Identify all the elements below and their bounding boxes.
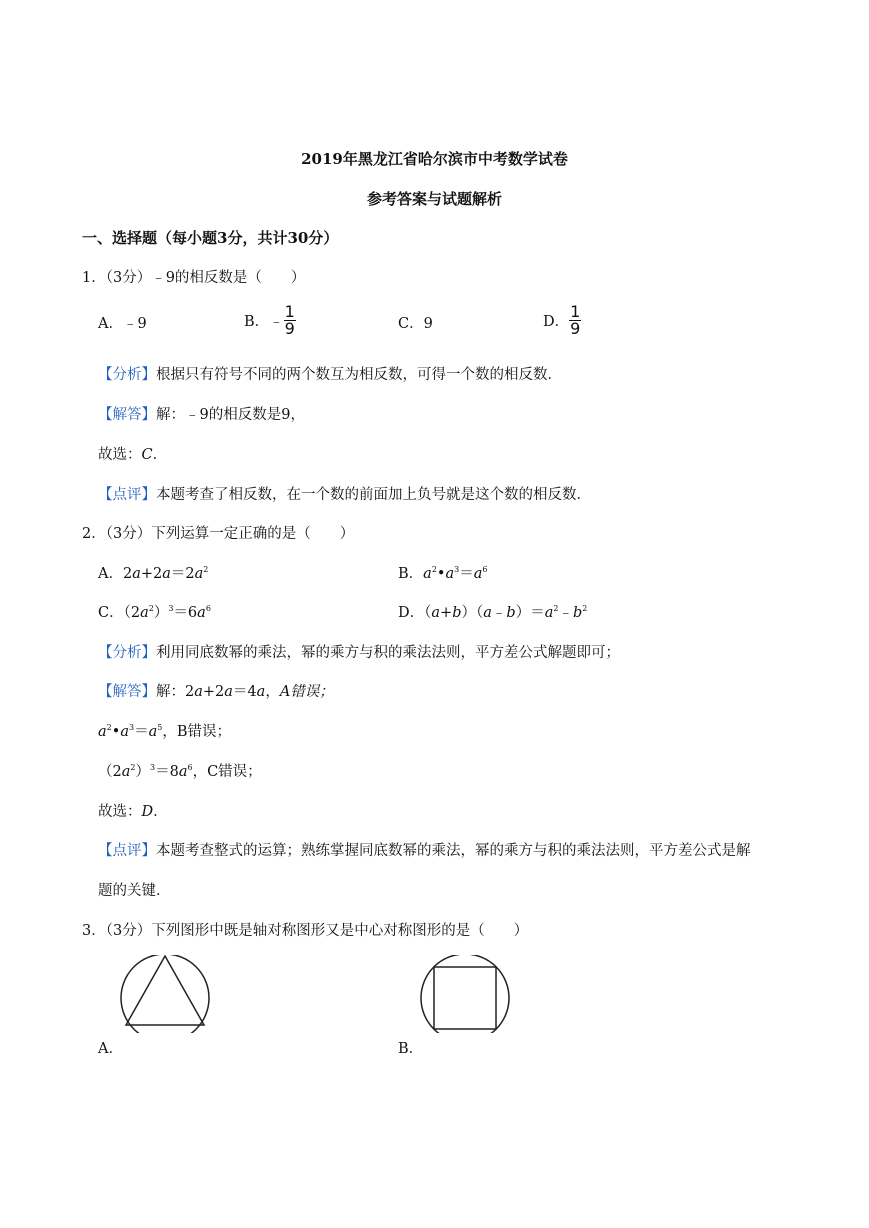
q2-choice-prefix: 故选： bbox=[98, 804, 142, 820]
q1-option-c: C．9 bbox=[398, 316, 433, 332]
q1-analysis bbox=[98, 363, 562, 384]
q2-err-b: B错误； bbox=[176, 724, 231, 740]
q1-option-d-denominator: 9 bbox=[570, 319, 581, 338]
q1-analysis-tag: 【分析】 bbox=[98, 367, 156, 383]
question-2-stem: 2．（3分）下列运算一定正确的是（ ） bbox=[82, 526, 355, 542]
q1-option-b-denominator: 9 bbox=[284, 319, 295, 338]
q2-analysis bbox=[98, 641, 620, 662]
section-heading: 一、选择题（每小题3分，共计30分） bbox=[82, 229, 339, 247]
q2-option-b: B．$a^2•a^3=a^6$ bbox=[398, 565, 488, 582]
question-1-stem: 1．（3分）﹣9的相反数是（ ） bbox=[82, 270, 306, 286]
q1-option-a: A．﹣9 bbox=[98, 316, 147, 332]
q1-comment-text: 本题考查了相反数，在一个数的前面加上负号就是这个数的相反数． bbox=[156, 487, 591, 503]
circle-square-figure bbox=[418, 955, 514, 1033]
q1-choice-letter: C bbox=[141, 447, 153, 463]
circle-triangle-figure bbox=[118, 955, 214, 1033]
q2-option-d: D．$(a+b)(a﹣b)=a^2﹣b^2$ bbox=[398, 604, 588, 621]
q1-option-d-numerator: 1 bbox=[570, 302, 581, 321]
page-title: 2019年黑龙江省哈尔滨市中考数学试卷 bbox=[301, 150, 568, 168]
q1-comment bbox=[98, 483, 591, 504]
q1-answer-tag: 【解答】 bbox=[98, 407, 156, 423]
q1-analysis-text: 根据只有符号不同的两个数互为相反数，可得一个数的相反数． bbox=[156, 367, 562, 383]
q2-err-a: A错误； bbox=[279, 684, 334, 700]
q1-option-d bbox=[543, 304, 581, 337]
q2-err-c: C错误； bbox=[207, 764, 262, 780]
q2-comment-tag: 【点评】 bbox=[98, 843, 156, 859]
q2-option-c-label: C． bbox=[98, 605, 124, 621]
q2-analysis-tag: 【分析】 bbox=[98, 645, 156, 661]
q2-comment bbox=[98, 839, 751, 860]
q2-option-b-label: B． bbox=[398, 566, 424, 582]
q2-analysis-text: 利用同底数幂的乘法，幂的乘方与积的乘法法则，平方差公式解题即可； bbox=[156, 645, 620, 661]
q2-option-d-label: D． bbox=[398, 605, 425, 621]
q1-choice-suffix: ． bbox=[152, 447, 168, 463]
q1-option-b-fraction bbox=[284, 304, 296, 337]
q1-option-d-label: D． bbox=[543, 314, 570, 330]
question-3-stem: 3．（3分）下列图形中既是轴对称图形又是中心对称图形的是（ ） bbox=[82, 923, 529, 939]
q2-answer: 【解答】解：2a+2a＝4a，A错误； bbox=[98, 684, 334, 700]
q2-answer-line-c: $(2a^2)^3=8a^6$，C错误； bbox=[98, 763, 262, 780]
q1-option-b bbox=[244, 304, 296, 337]
q2-choice bbox=[98, 800, 168, 821]
q1-option-b-label: B． bbox=[244, 314, 270, 330]
q1-answer-text: 解：﹣9的相反数是9， bbox=[156, 407, 305, 423]
q1-option-d-fraction bbox=[569, 304, 581, 337]
q1-comment-tag: 【点评】 bbox=[98, 487, 156, 503]
q1-choice-prefix: 故选： bbox=[98, 447, 142, 463]
q2-answer-tag: 【解答】 bbox=[98, 684, 156, 700]
q2-comment-text-2: 题的关键． bbox=[98, 883, 171, 899]
page-subtitle: 参考答案与试题解析 bbox=[366, 190, 502, 208]
q1-choice bbox=[98, 443, 167, 464]
q3-option-b: B． bbox=[398, 1041, 424, 1057]
q2-option-a: A．$2a+2a=2a^2$ bbox=[98, 565, 209, 582]
q2-answer-line-b: $a^2•a^3=a^5$，B错误； bbox=[98, 723, 231, 740]
q1-option-b-numerator: 1 bbox=[284, 302, 295, 321]
q2-choice-suffix: ． bbox=[153, 804, 168, 820]
q1-answer bbox=[98, 403, 305, 424]
q2-option-a-label: A． bbox=[98, 566, 123, 582]
q2-answer-prefix: 解： bbox=[156, 684, 185, 700]
q3-option-a: A． bbox=[98, 1041, 123, 1057]
q1-option-b-sign: ﹣ bbox=[269, 314, 284, 330]
q2-comment-text-1: 本题考查整式的运算；熟练掌握同底数幂的乘法，幂的乘方与积的乘法法则，平方差公式是解 bbox=[156, 843, 751, 859]
q2-choice-letter: D bbox=[141, 804, 154, 820]
q2-option-c: C．$(2a^2)^3=6a^6$ bbox=[98, 604, 211, 621]
